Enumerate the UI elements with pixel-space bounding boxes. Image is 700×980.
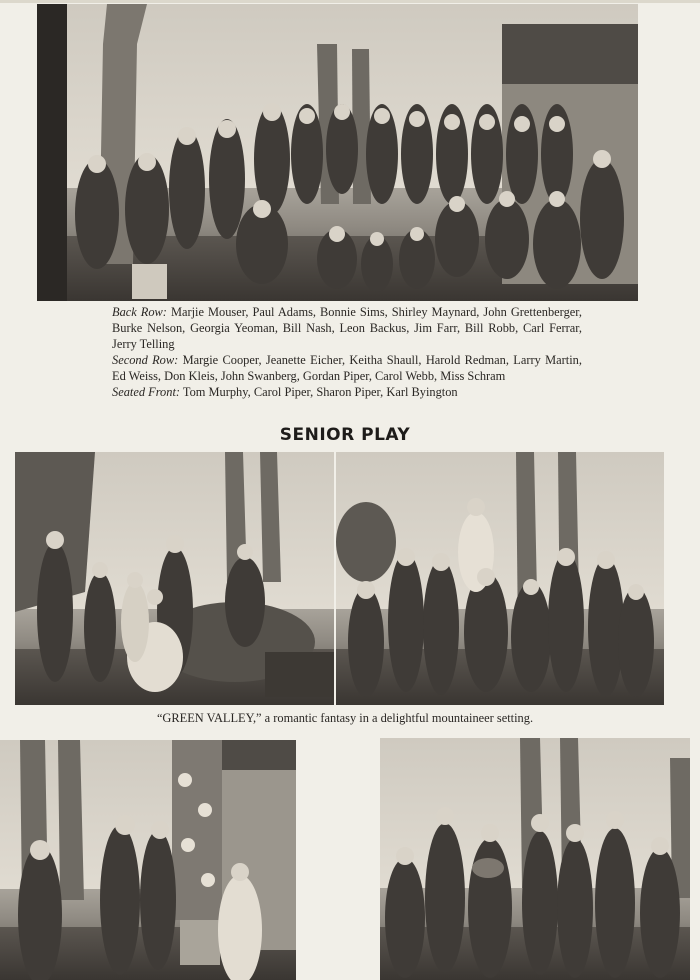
- seated-front-caption: [112, 384, 582, 400]
- page-title: SENIOR PLAY: [279, 425, 411, 445]
- cast-caption: [112, 304, 582, 400]
- scene-photo-right: [336, 452, 664, 705]
- scene-photo-bottom-left: [0, 740, 296, 980]
- scene-photo-left: [15, 452, 334, 705]
- back-row-label: Back Row:: [112, 305, 167, 319]
- second-row-label: Second Row:: [112, 353, 179, 367]
- back-row-caption: [112, 304, 582, 352]
- cast-group-photo: [37, 4, 638, 301]
- second-row-caption: [112, 352, 582, 384]
- back-row-names: Marjie Mouser, Paul Adams, Bonnie Sims, Shirley Maynard, John Grettenberger, Burke Nelson, Georgia Yeoman, Bill Nash, Leon Backus, Jim Farr, Bill Robb, Carl Ferrar, Jerry Telling: [112, 305, 582, 351]
- scene-photo-bottom-right: [380, 738, 690, 980]
- second-row-names: Margie Cooper, Jeanette Eicher, Keitha Shaull, Harold Redman, Larry Martin, Ed Weiss, Don Kleis, John Swanberg, Gordan Piper, Carol Webb, Miss Schram: [112, 353, 582, 383]
- seated-front-label: Seated Front:: [112, 385, 181, 399]
- play-caption: “GREEN VALLEY,” a romantic fantasy in a delightful mountaineer setting.: [156, 711, 534, 725]
- seated-front-names: Tom Murphy, Carol Piper, Sharon Piper, Karl Byington: [182, 385, 458, 399]
- page-top-edge: [0, 0, 700, 3]
